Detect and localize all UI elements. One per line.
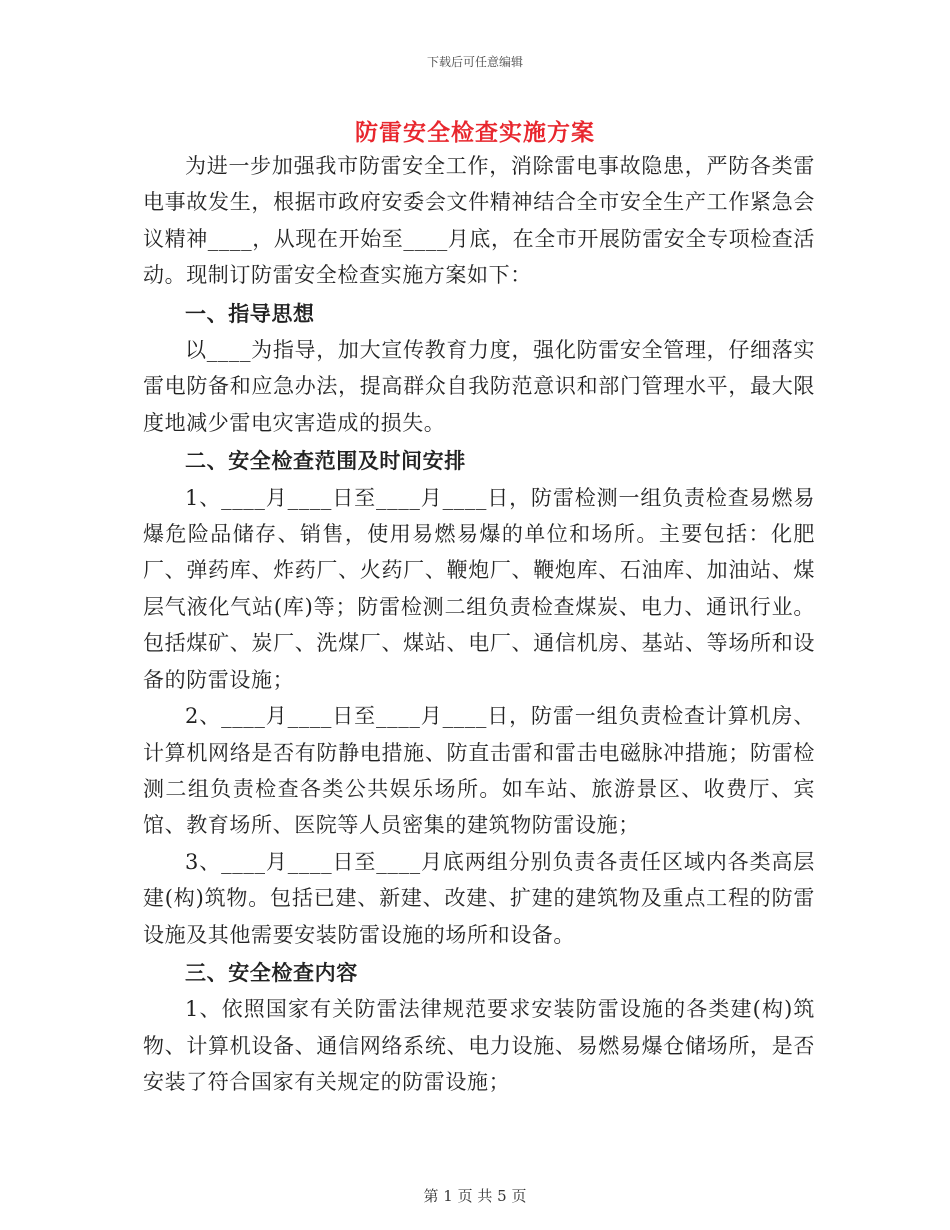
section-heading-scope-schedule: 二、安全检查范围及时间安排 bbox=[185, 448, 466, 474]
document-title: 防雷安全检查实施方案 bbox=[355, 119, 595, 146]
intro-paragraph: 为进一步加强我市防雷安全工作，消除雷电事故隐患，严防各类雷电事故发生，根据市政府安委会文件精神结合全市安全生产工作紧急会议精神____，从现在开始至____月底，在全市开展防雷安全专项检查活动。现制订防雷安全检查实施方案如下： bbox=[143, 154, 815, 288]
section-heading-inspection-content: 三、安全检查内容 bbox=[185, 959, 358, 985]
document-body bbox=[143, 148, 815, 1101]
page-header: 下载后可任意编辑 bbox=[426, 55, 523, 69]
guiding-ideology-paragraph: 以____为指导，加大宣传教育力度，强化防雷安全管理，仔细落实雷电防备和应急办法，提高群众自我防范意识和部门管理水平，最大限度地减少雷电灾害造成的损失。 bbox=[143, 338, 815, 435]
scope-item-3: 3、____月____日至____月底两组分别负责各责任区域内各类高层建(构)筑物。包括已建、新建、改建、扩建的建筑物及重点工程的防雷设施及其他需要安装防雷设施的场所和设备。 bbox=[143, 849, 815, 947]
scope-item-2: 2、____月____日至____月____日，防雷一组负责检查计算机房、计算机网络是否有防静电措施、防直击雷和雷击电磁脉冲措施；防雷检测二组负责检查各类公共娱乐场所。如车站、旅游景区、收费厅、宾馆、教育场所、医院等人员密集的建筑物防雷设施； bbox=[143, 704, 815, 838]
content-item-1: 1、依照国家有关防雷法律规范要求安装防雷设施的各类建(构)筑物、计算机设备、通信网络系统、电力设施、易燃易爆仓储场所，是否安装了符合国家有关规定的防雷设施； bbox=[143, 997, 815, 1095]
scope-item-1: 1、____月____日至____月____日，防雷检测一组负责检查易燃易爆危险品储存、销售，使用易燃易爆的单位和场所。主要包括：化肥厂、弹药库、炸药厂、火药厂、鞭炮厂、鞭炮库、石油库、加油站、煤层气液化气站(库)等；防雷检测二组负责检查煤炭、电力、通讯行业。包括煤矿、炭厂、洗煤厂、煤站、电厂、通信机房、基站、等场所和设备的防雷设施； bbox=[143, 485, 815, 692]
page-footer: 第 1 页 共 5 页 bbox=[423, 1187, 527, 1205]
section-heading-guiding-ideology: 一、指导思想 bbox=[185, 300, 315, 326]
